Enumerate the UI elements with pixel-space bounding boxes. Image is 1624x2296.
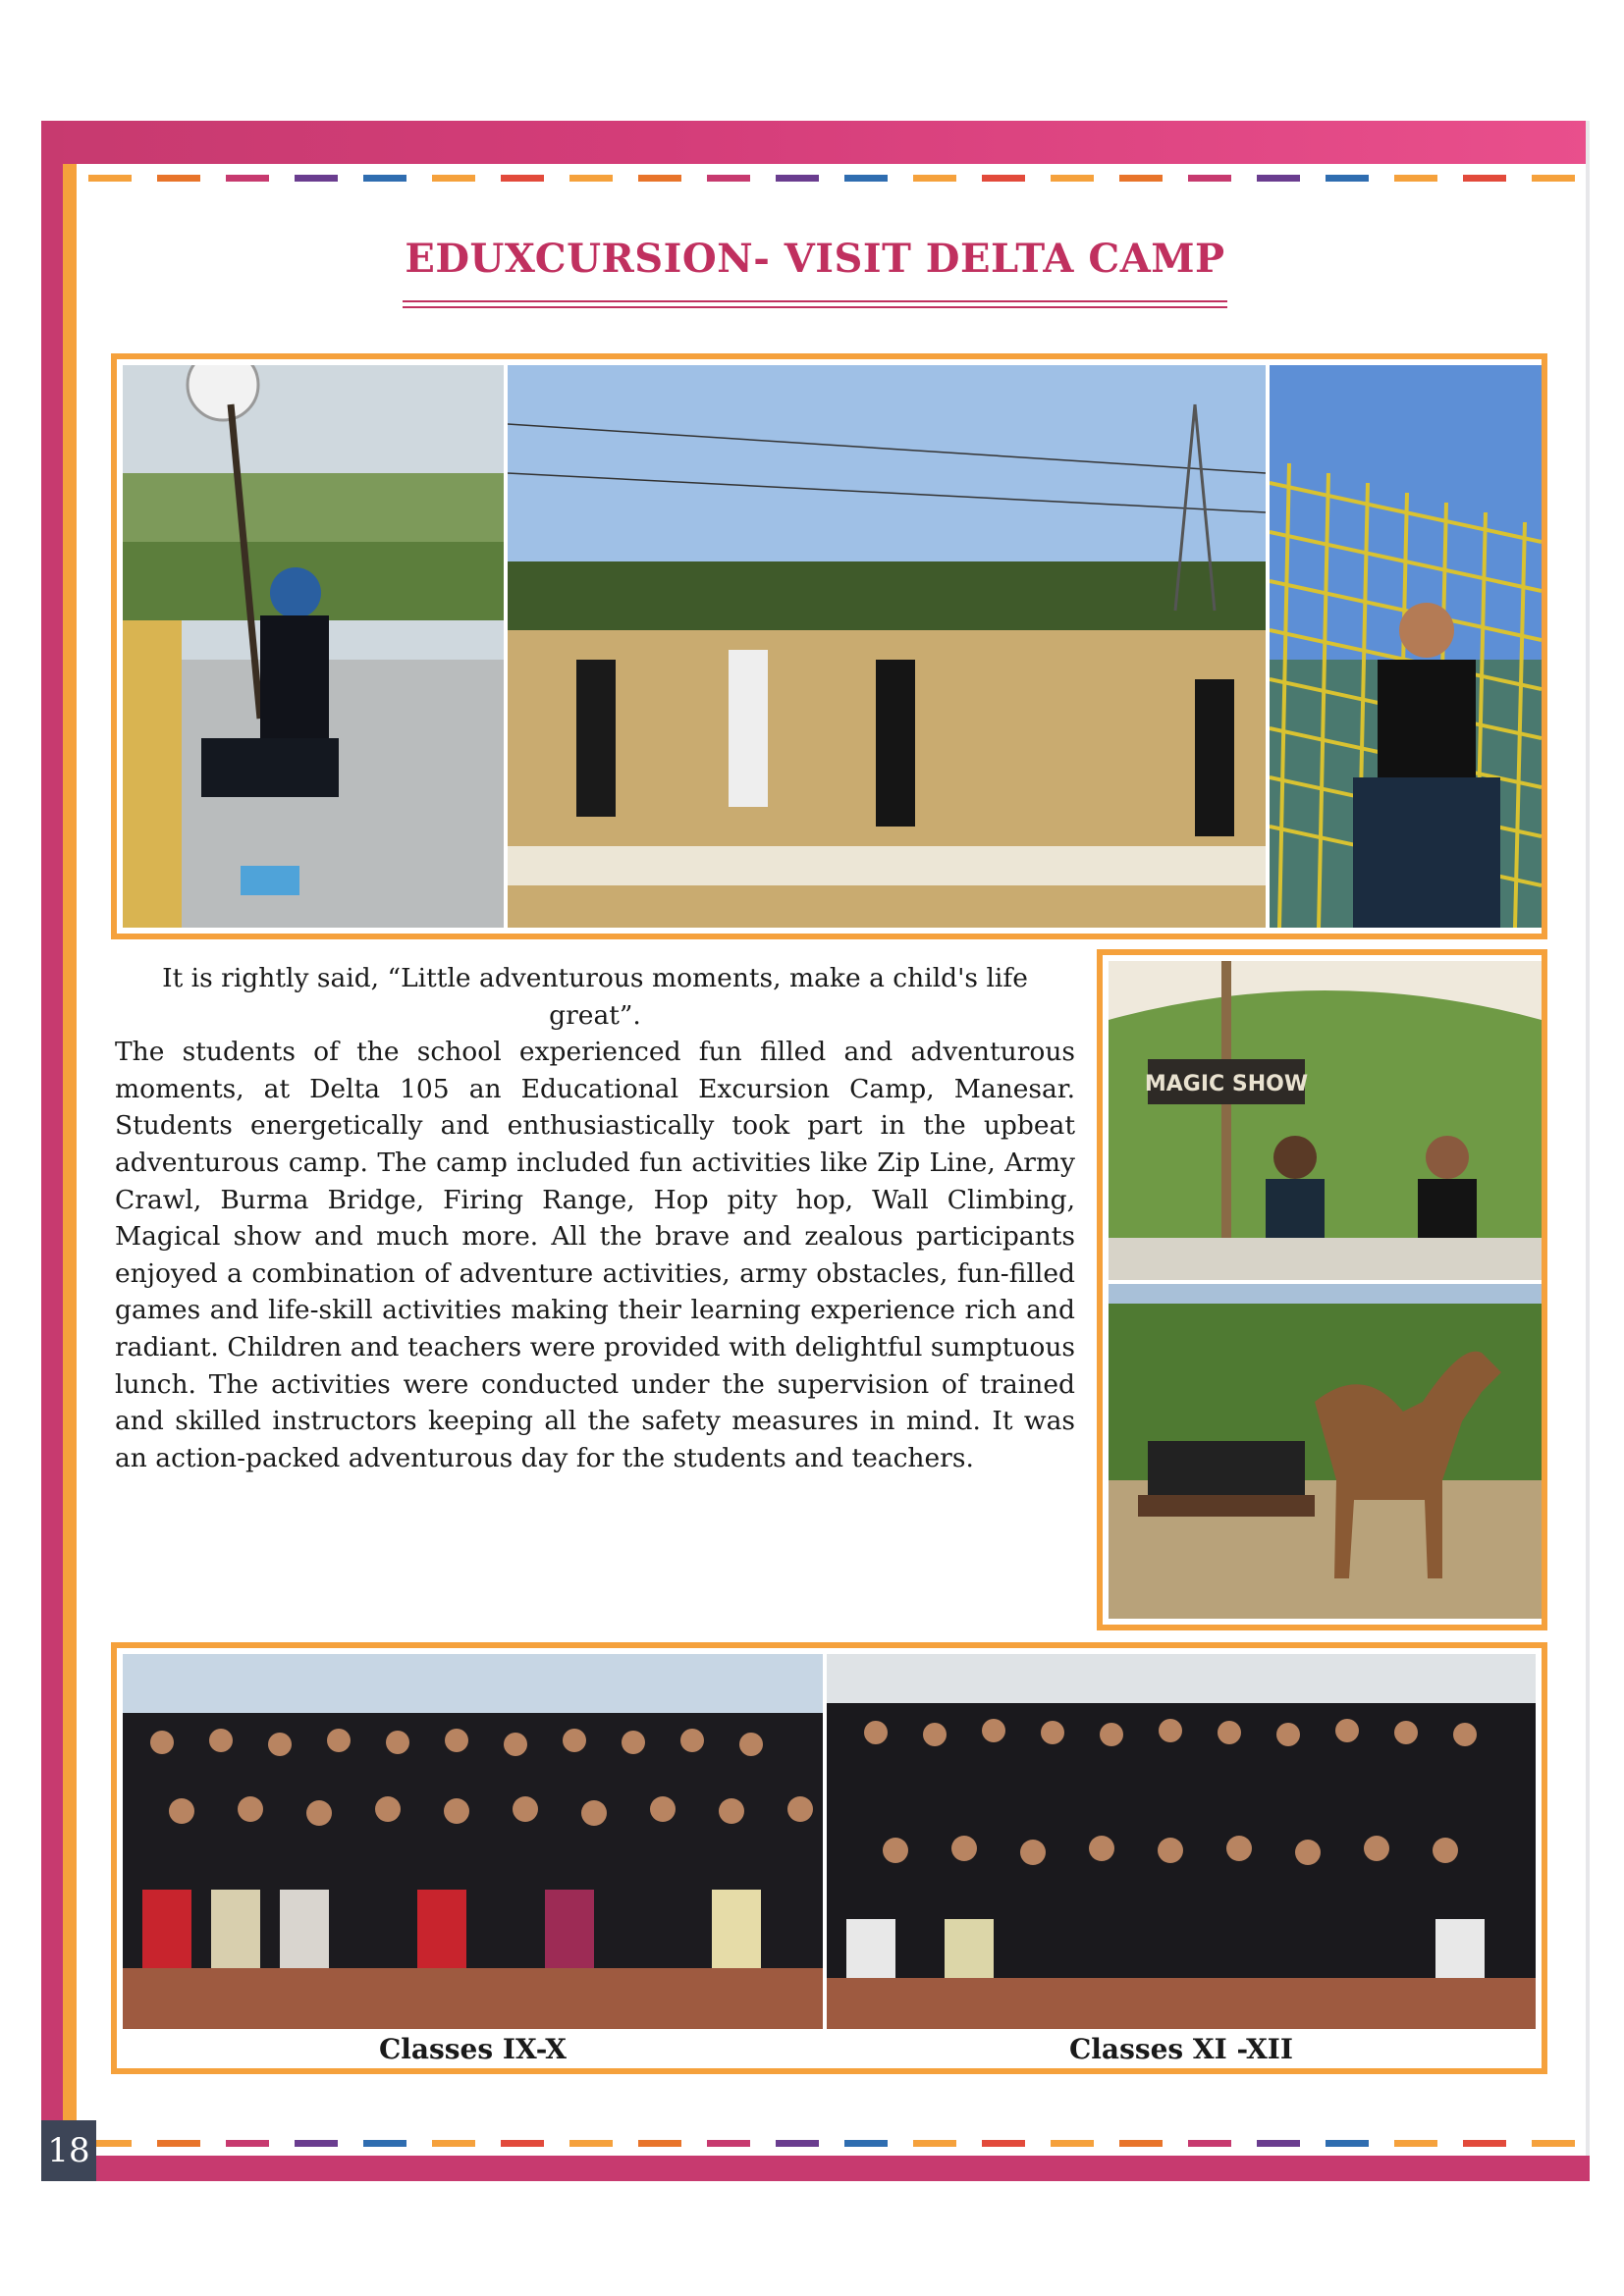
divider-dash — [501, 2140, 544, 2147]
divider-dash — [707, 2140, 750, 2147]
title-underline — [403, 300, 1227, 302]
divider-dash — [88, 175, 132, 182]
divider-dash — [776, 175, 819, 182]
right-border-line — [1586, 121, 1590, 2181]
divider-dash — [707, 175, 750, 182]
divider-dash — [1188, 175, 1231, 182]
bottom-dashed-divider — [88, 2140, 1581, 2147]
divider-dash — [1394, 175, 1437, 182]
divider-dash — [1532, 2140, 1575, 2147]
divider-dash — [226, 175, 269, 182]
top-border-bar — [41, 121, 1590, 164]
caption-classes-xi-xii: Classes XI -XII — [1069, 2033, 1293, 2065]
divider-dash — [913, 175, 956, 182]
opening-quote: It is rightly said, “Little adventurous moments, make a child's life great”. — [162, 963, 1028, 1031]
group-photo-section — [111, 1642, 1547, 2074]
firing-range-photo — [508, 365, 1266, 928]
divider-dash — [295, 2140, 338, 2147]
camel-ride-photo — [1109, 1284, 1542, 1619]
divider-dash — [157, 175, 200, 182]
divider-dash — [638, 175, 681, 182]
magic-show-photo — [1109, 961, 1542, 1280]
divider-dash — [432, 175, 475, 182]
left-border-bar — [41, 121, 63, 2130]
title-underline-2 — [403, 306, 1227, 308]
group-photo-ix-x — [123, 1654, 823, 2029]
divider-dash — [982, 175, 1025, 182]
divider-dash — [1119, 2140, 1163, 2147]
divider-dash — [844, 2140, 888, 2147]
divider-dash — [1051, 2140, 1094, 2147]
divider-dash — [1394, 2140, 1437, 2147]
divider-dash — [1119, 175, 1163, 182]
divider-dash — [1188, 2140, 1231, 2147]
divider-dash — [432, 2140, 475, 2147]
divider-dash — [1051, 175, 1094, 182]
top-dashed-divider — [88, 175, 1581, 182]
divider-dash — [1463, 2140, 1506, 2147]
page-title: EDUXCURSION- VISIT DELTA CAMP — [405, 236, 1225, 282]
divider-dash — [1326, 2140, 1369, 2147]
divider-dash — [1257, 2140, 1300, 2147]
divider-dash — [569, 175, 613, 182]
divider-dash — [1257, 175, 1300, 182]
zip-line-photo — [123, 365, 504, 928]
divider-dash — [569, 2140, 613, 2147]
net-climb-photo — [1270, 365, 1542, 928]
bottom-border-bar — [41, 2156, 1590, 2181]
divider-dash — [295, 175, 338, 182]
divider-dash — [844, 175, 888, 182]
left-border-accent — [63, 164, 77, 2130]
top-photo-strip — [111, 353, 1547, 939]
divider-dash — [363, 2140, 406, 2147]
page-number: 18 — [41, 2120, 96, 2181]
group-photo-xi-xii — [827, 1654, 1536, 2029]
divider-dash — [226, 2140, 269, 2147]
divider-dash — [638, 2140, 681, 2147]
divider-dash — [1326, 175, 1369, 182]
divider-dash — [1463, 175, 1506, 182]
divider-dash — [501, 175, 544, 182]
divider-dash — [776, 2140, 819, 2147]
magic-show-sign: MAGIC SHOW — [1144, 1072, 1309, 1096]
divider-dash — [913, 2140, 956, 2147]
right-photo-column — [1097, 949, 1547, 1630]
caption-classes-ix-x: Classes IX-X — [378, 2033, 568, 2065]
divider-dash — [363, 175, 406, 182]
divider-dash — [982, 2140, 1025, 2147]
article-body — [115, 960, 1075, 1476]
divider-dash — [157, 2140, 200, 2147]
article-paragraph: The students of the school experienced fun filled and adventurous moments, at Delta 105 an Educational Excursion Camp, Manesar. Students energetically and enthusiastically took part in the upbeat adventurous camp. The camp included fun activities like Zip Line, Army Crawl, Burma Bridge, Firing Range, Hop pity hop, Wall Climbing, Magical show and much more. All the brave and zealous participants enjoyed a combination of adventure activities, army obstacles, fun-filled games and life-skill activities making their learning experience rich and radiant. Children and teachers were provided with delightful sumptuous lunch. The activities were conducted under the supervision of trained and skilled instructors keeping all the safety measures in mind. It was an action-packed adventurous day for the students and teachers. — [115, 1037, 1075, 1473]
divider-dash — [1532, 175, 1575, 182]
